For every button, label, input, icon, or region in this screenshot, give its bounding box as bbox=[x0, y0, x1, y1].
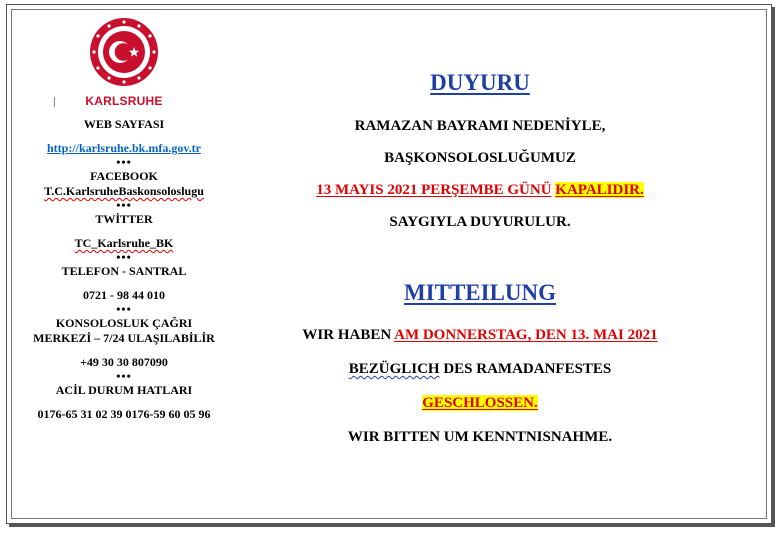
consulate-emblem-icon bbox=[84, 14, 164, 92]
separator-dots: ••• bbox=[116, 198, 132, 212]
callcenter-label-line2: MERKEZİ – 7/24 ULAŞILABİLİR bbox=[33, 331, 215, 345]
callcenter-label-line1: KONSOLOSLUK ÇAĞRI bbox=[55, 316, 193, 330]
separator-dots: ••• bbox=[116, 155, 132, 169]
website-link[interactable]: http://karlsruhe.bk.mfa.gov.tr bbox=[46, 141, 201, 155]
german-closed-notice: GESCHLOSSEN. bbox=[422, 395, 538, 411]
announcement-body bbox=[248, 70, 712, 454]
german-line-2-rest: DES RAMADANFESTES bbox=[443, 361, 612, 377]
emergency-label: ACİL DURUM HATLARI bbox=[55, 383, 193, 397]
separator-dots: ••• bbox=[116, 250, 132, 264]
turkish-line-1: RAMAZAN BAYRAMI NEDENİYLE, bbox=[354, 118, 606, 134]
german-line-3 bbox=[248, 386, 712, 420]
twitter-label: TWİTTER bbox=[95, 212, 153, 226]
web-label: WEB SAYFASI bbox=[83, 117, 165, 131]
separator-dots: ••• bbox=[116, 302, 132, 316]
german-line-1 bbox=[248, 318, 712, 352]
turkish-line-4: SAYGIYLA DUYURULUR. bbox=[389, 214, 571, 230]
german-line-4: WIR BITTEN UM KENNTNISNAHME. bbox=[347, 429, 613, 445]
turkish-line-2: BAŞKONSOLOSLUĞUMUZ bbox=[384, 150, 576, 166]
emergency-phones: 0176-65 31 02 39 0176-59 60 05 96 bbox=[37, 407, 211, 421]
german-closing-date: AM DONNERSTAG, DEN 13. MAI 2021 bbox=[394, 327, 658, 343]
phone-number: 0721 - 98 44 010 bbox=[83, 288, 165, 302]
callcenter-phone: +49 30 30 807090 bbox=[80, 355, 168, 369]
turkish-line-3 bbox=[248, 174, 712, 206]
turkish-closing-date: 13 MAYIS 2021 PERŞEMBE GÜNÜ bbox=[316, 182, 552, 198]
phone-label: TELEFON - SANTRAL bbox=[61, 264, 187, 278]
facebook-label: FACEBOOK bbox=[90, 169, 158, 183]
turkish-heading: DUYURU bbox=[430, 70, 530, 95]
contact-sidebar bbox=[14, 14, 234, 422]
city-name: KARLSRUHE bbox=[85, 94, 163, 108]
facebook-handle[interactable]: T.C.KarlsruheBaskonsoloslugu bbox=[44, 184, 204, 198]
german-heading: MITTEILUNG bbox=[403, 280, 557, 305]
separator-dots: ••• bbox=[116, 369, 132, 383]
german-line-1-prefix: WIR HABEN bbox=[302, 327, 392, 343]
german-bezueglich: BEZÜGLICH bbox=[348, 361, 440, 377]
turkish-closed-notice: KAPALIDIR. bbox=[555, 182, 644, 198]
twitter-handle[interactable]: TC_Karlsruhe_BK bbox=[74, 236, 174, 250]
german-line-2 bbox=[248, 352, 712, 386]
